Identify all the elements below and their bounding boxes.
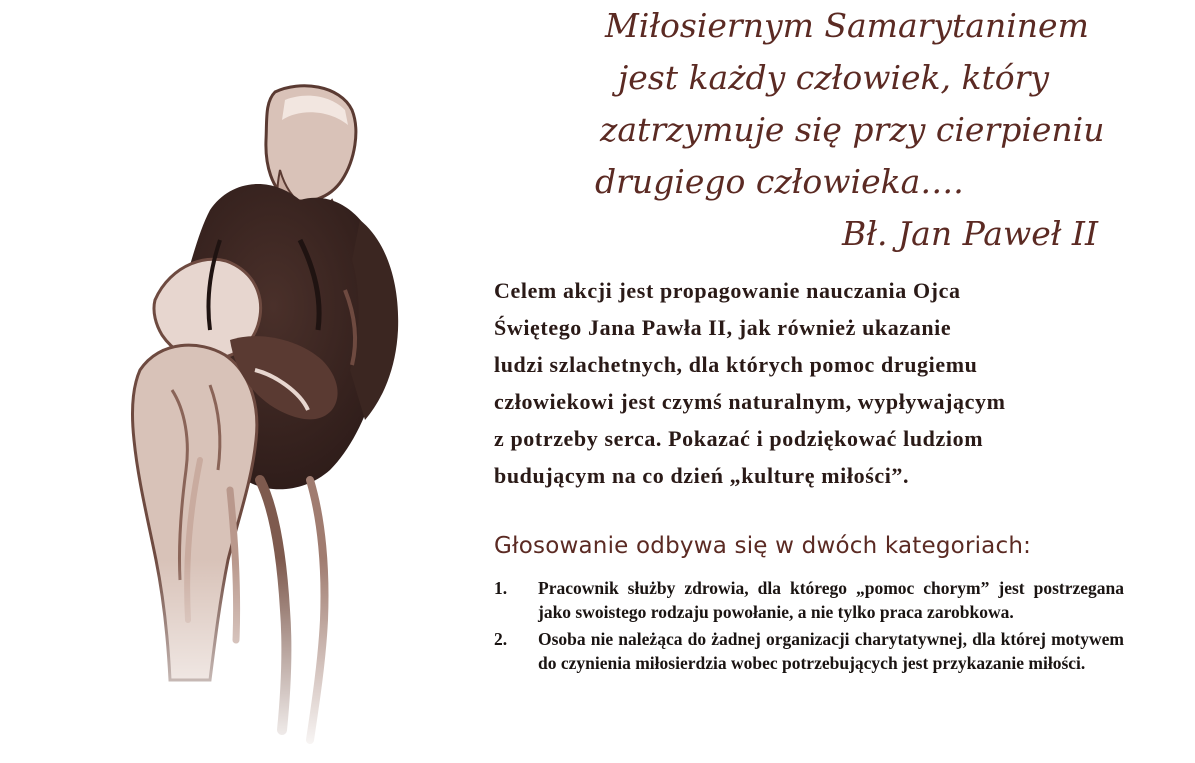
quote <box>560 0 1160 260</box>
description-line-5: z potrzeby serca. Pokazać i podziękować ludziom <box>494 426 984 451</box>
quote-line-3: zatrzymuje się przy cierpieniu <box>600 110 1105 149</box>
description-line-3: ludzi szlachetnych, dla których pomoc drugiemu <box>494 352 978 377</box>
samaritan-illustration-icon <box>60 40 440 760</box>
description-paragraph <box>494 272 1134 494</box>
description-line-6: budującym na co dzień „kulturę miłości”. <box>494 463 910 488</box>
description-line-1: Celem akcji jest propagowanie nauczania Ojca <box>494 278 961 303</box>
list-item <box>494 576 1124 624</box>
quote-author: Bł. Jan Paweł II <box>842 214 1099 253</box>
quote-line-2: jest każdy człowiek, który <box>618 58 1050 97</box>
list-item-text: Pracownik służby zdrowia, dla którego „pomoc chorym” jest postrzegana jako swoistego rodzaju powołanie, a nie tylko praca zarobkowa. <box>538 578 1124 622</box>
list-item-text: Osoba nie należąca do żadnej organizacji charytatywnej, dla której motywem do czynienia miłosierdzia wobec potrzebujących jest przykazanie miłości. <box>538 629 1124 673</box>
description-line-2: Świętego Jana Pawła II, jak również ukazanie <box>494 315 952 340</box>
categories-heading: Głosowanie odbywa się w dwóch kategoriach: <box>494 533 1032 559</box>
quote-line-1: Miłosiernym Samarytaninem <box>605 6 1089 45</box>
list-item-number: 2. <box>494 629 508 649</box>
list-item <box>494 627 1124 675</box>
categories-list <box>494 576 1124 678</box>
list-item-number: 1. <box>494 578 508 598</box>
quote-line-4: drugiego człowieka…. <box>595 162 964 201</box>
description-line-4: człowiekowi jest czymś naturalnym, wypływającym <box>494 389 1006 414</box>
